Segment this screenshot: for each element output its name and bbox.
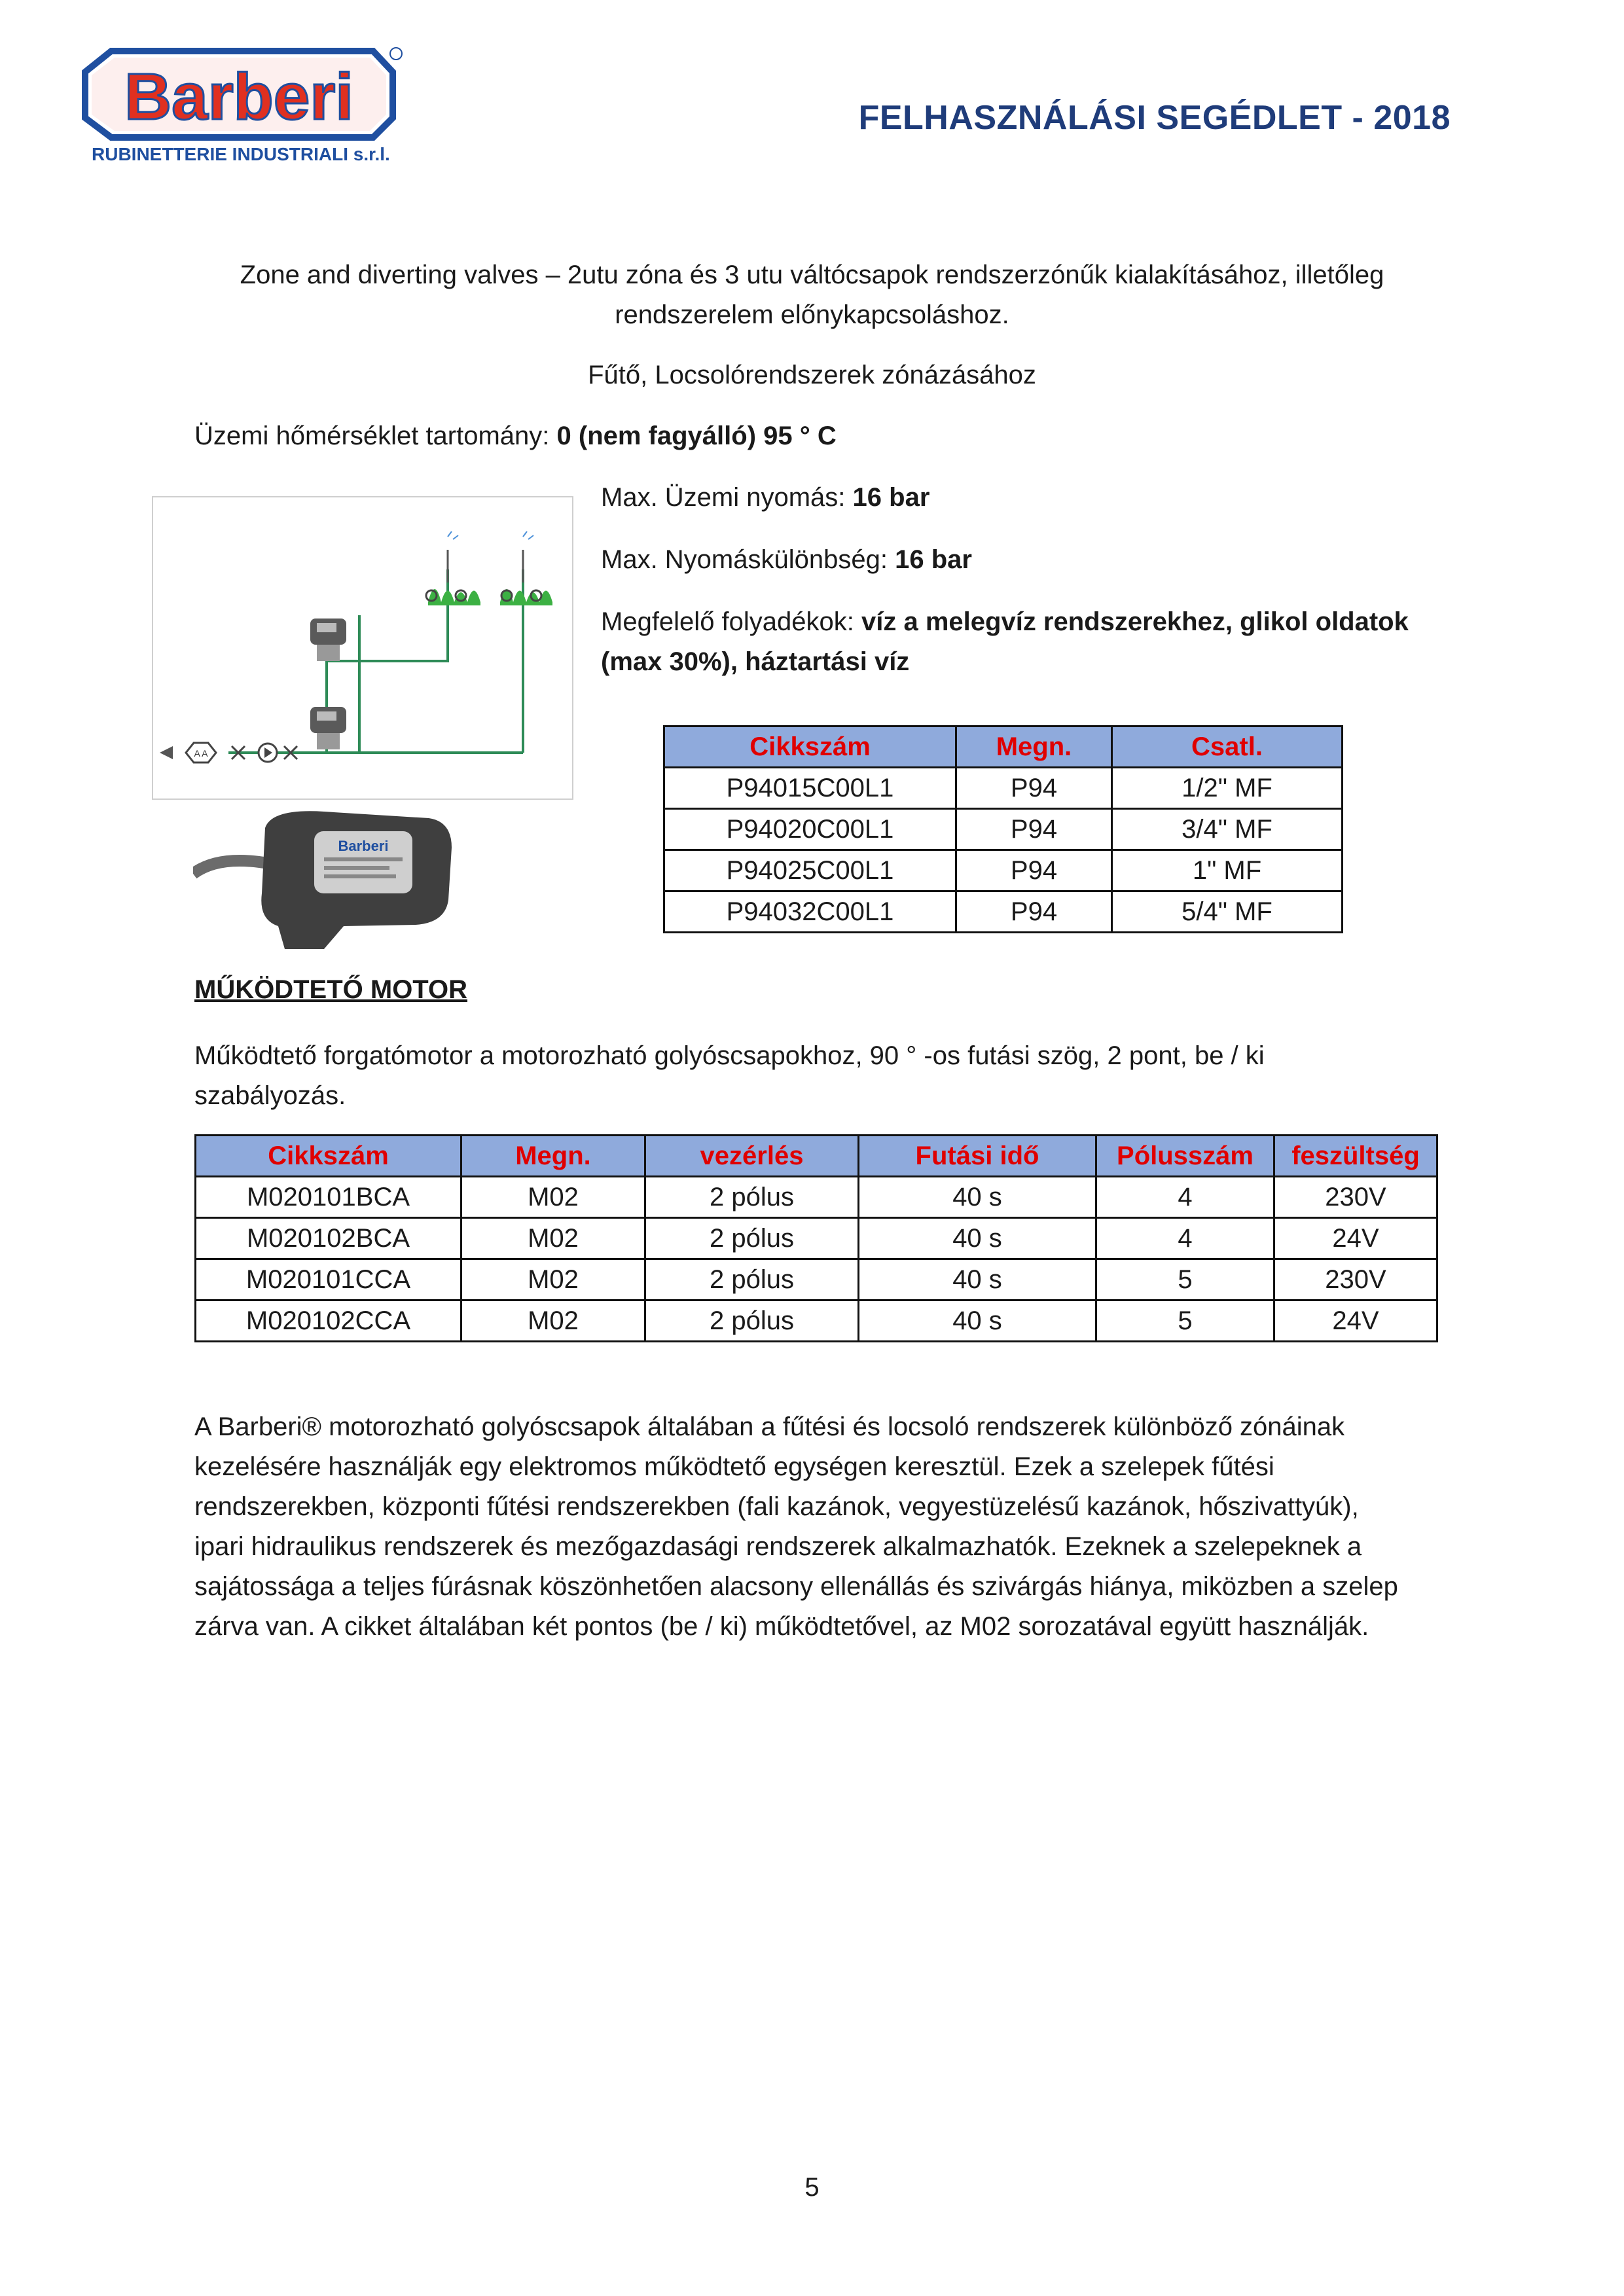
intro-line-3: Fűtő, Locsolórendszerek zónázásához: [588, 361, 1036, 389]
table-cell: 40 s: [859, 1218, 1096, 1259]
table-cell: M02: [461, 1177, 645, 1218]
table-cell: P94: [956, 809, 1112, 850]
table-cell: 24V: [1274, 1300, 1437, 1342]
table-cell: 5: [1096, 1259, 1274, 1300]
document-title: FELHASZNÁLÁSI SEGÉDLET - 2018: [858, 99, 1451, 137]
motor-table-header: [196, 1136, 1437, 1177]
motorized-valve-icon: [310, 619, 346, 749]
table-row: [196, 1300, 1437, 1342]
table-cell: P94020C00L1: [664, 809, 956, 850]
svg-text:Barberi: Barberi: [338, 838, 389, 854]
spec-fluids-value-2: (max 30%), háztartási víz: [601, 647, 910, 676]
col-futasi-ido: Futási idő: [859, 1136, 1096, 1177]
col-csatl: Csatl.: [1112, 726, 1343, 768]
table-cell: M020101CCA: [196, 1259, 461, 1300]
col-cikkszam: Cikkszám: [664, 726, 956, 768]
col-megn: Megn.: [956, 726, 1112, 768]
table-cell: 230V: [1274, 1259, 1437, 1300]
table-cell: 1" MF: [1112, 850, 1343, 891]
motor-desc-line-2: szabályozás.: [194, 1081, 346, 1110]
table-cell: 5/4" MF: [1112, 891, 1343, 933]
paragraph-line: zárva van. A cikket általában két pontos (be / ki) működtetővel, az M02 sorozatával együtt használják.: [194, 1612, 1369, 1641]
table-cell: P94032C00L1: [664, 891, 956, 933]
paragraph-line: ipari hidraulikus rendszerek és mezőgazdasági rendszerek alkalmazhatók. Ezeknek a szelepeknek a: [194, 1532, 1362, 1561]
table-cell: 2 pólus: [645, 1177, 859, 1218]
spec-pressure-value: 16 bar: [852, 483, 930, 512]
table-cell: M020102CCA: [196, 1300, 461, 1342]
paragraph-line: kezelésére használják egy elektromos működtető egységen keresztül. Ezek a szelepek fűtési: [194, 1452, 1274, 1481]
table-cell: M02: [461, 1259, 645, 1300]
table-cell: 4: [1096, 1218, 1274, 1259]
table-row: [664, 768, 1343, 809]
table-cell: P94: [956, 850, 1112, 891]
spec-fluids-value-1: víz a melegvíz rendszerekhez, glikol oldatok: [861, 607, 1409, 636]
spec-fluids-cont: [601, 642, 909, 681]
spec-diff-value: 16 bar: [895, 545, 972, 574]
col-vezerles: vezérlés: [645, 1136, 859, 1177]
motor-desc-line-1: Működtető forgatómotor a motorozható golyóscsapokhoz, 90 ° -os futási szög, 2 pont, be / ki: [194, 1041, 1265, 1070]
spec-diff-label: Max. Nyomáskülönbség:: [601, 545, 895, 574]
table-cell: M020101BCA: [196, 1177, 461, 1218]
spec-temperature-label: Üzemi hőmérséklet tartomány:: [194, 422, 557, 450]
col-cikkszam: Cikkszám: [196, 1136, 461, 1177]
table-cell: 1/2" MF: [1112, 768, 1343, 809]
logo-subtitle: RUBINETTERIE INDUSTRIALI s.r.l.: [92, 144, 390, 164]
col-feszultseg: feszültség: [1274, 1136, 1437, 1177]
table-row: [196, 1259, 1437, 1300]
table-cell: 4: [1096, 1177, 1274, 1218]
table-cell: 40 s: [859, 1259, 1096, 1300]
table-cell: 40 s: [859, 1300, 1096, 1342]
spec-pressure-label: Max. Üzemi nyomás:: [601, 483, 853, 512]
table-cell: 230V: [1274, 1177, 1437, 1218]
valve-table-header: [664, 726, 1343, 768]
intro-line-1: Zone and diverting valves – 2utu zóna és 3 utu váltócsapok rendszerzónűk kialakításához, illetőleg: [240, 260, 1384, 289]
svg-text:A A: A A: [194, 748, 208, 759]
spec-pressure: [601, 478, 929, 517]
table-cell: P94: [956, 891, 1112, 933]
description-paragraph: [194, 1407, 1432, 1647]
col-polusszam: Pólusszám: [1096, 1136, 1274, 1177]
paragraph-line: rendszerekben, központi fűtési rendszerekben (fali kazánok, vegyestüzelésű kazánok, hőszivattyúk),: [194, 1492, 1359, 1521]
valve-table: [663, 725, 1343, 933]
table-cell: 5: [1096, 1300, 1274, 1342]
spec-temperature: [194, 416, 837, 456]
actuator-motor-image: [193, 802, 475, 952]
motor-table: [194, 1134, 1438, 1342]
table-row: [664, 891, 1343, 933]
table-cell: 2 pólus: [645, 1259, 859, 1300]
col-megn: Megn.: [461, 1136, 645, 1177]
intro-line-2: rendszerelem előnykapcsoláshoz.: [615, 300, 1009, 329]
table-row: [196, 1218, 1437, 1259]
spec-temperature-value: 0 (nem fagyálló) 95 ° C: [556, 422, 837, 450]
table-cell: 2 pólus: [645, 1218, 859, 1259]
table-row: [664, 850, 1343, 891]
table-cell: M02: [461, 1218, 645, 1259]
spec-pressure-difference: [601, 540, 972, 579]
spec-fluids-label: Megfelelő folyadékok:: [601, 607, 862, 636]
paragraph-line: A Barberi® motorozható golyóscsapok általában a fűtési és locsoló rendszerek különböző zónáinak: [194, 1412, 1345, 1441]
table-cell: P94015C00L1: [664, 768, 956, 809]
table-row: [664, 809, 1343, 850]
table-cell: M020102BCA: [196, 1218, 461, 1259]
spec-fluids: [601, 602, 1409, 641]
logo-wordmark: Barberi: [124, 60, 354, 134]
table-cell: 24V: [1274, 1218, 1437, 1259]
table-row: [196, 1177, 1437, 1218]
table-cell: 40 s: [859, 1177, 1096, 1218]
zone-valve-diagram: [152, 496, 573, 800]
table-cell: P94: [956, 768, 1112, 809]
table-cell: 2 pólus: [645, 1300, 859, 1342]
table-cell: P94025C00L1: [664, 850, 956, 891]
paragraph-line: sajátossága a teljes fúrásnak köszönhetően alacsony ellenállás és szivárgás hiánya, miközben a szelep: [194, 1572, 1398, 1601]
section-title-motor: MŰKÖDTETŐ MOTOR: [194, 975, 468, 1004]
page-number: 5: [804, 2173, 820, 2202]
table-cell: M02: [461, 1300, 645, 1342]
table-cell: 3/4" MF: [1112, 809, 1343, 850]
